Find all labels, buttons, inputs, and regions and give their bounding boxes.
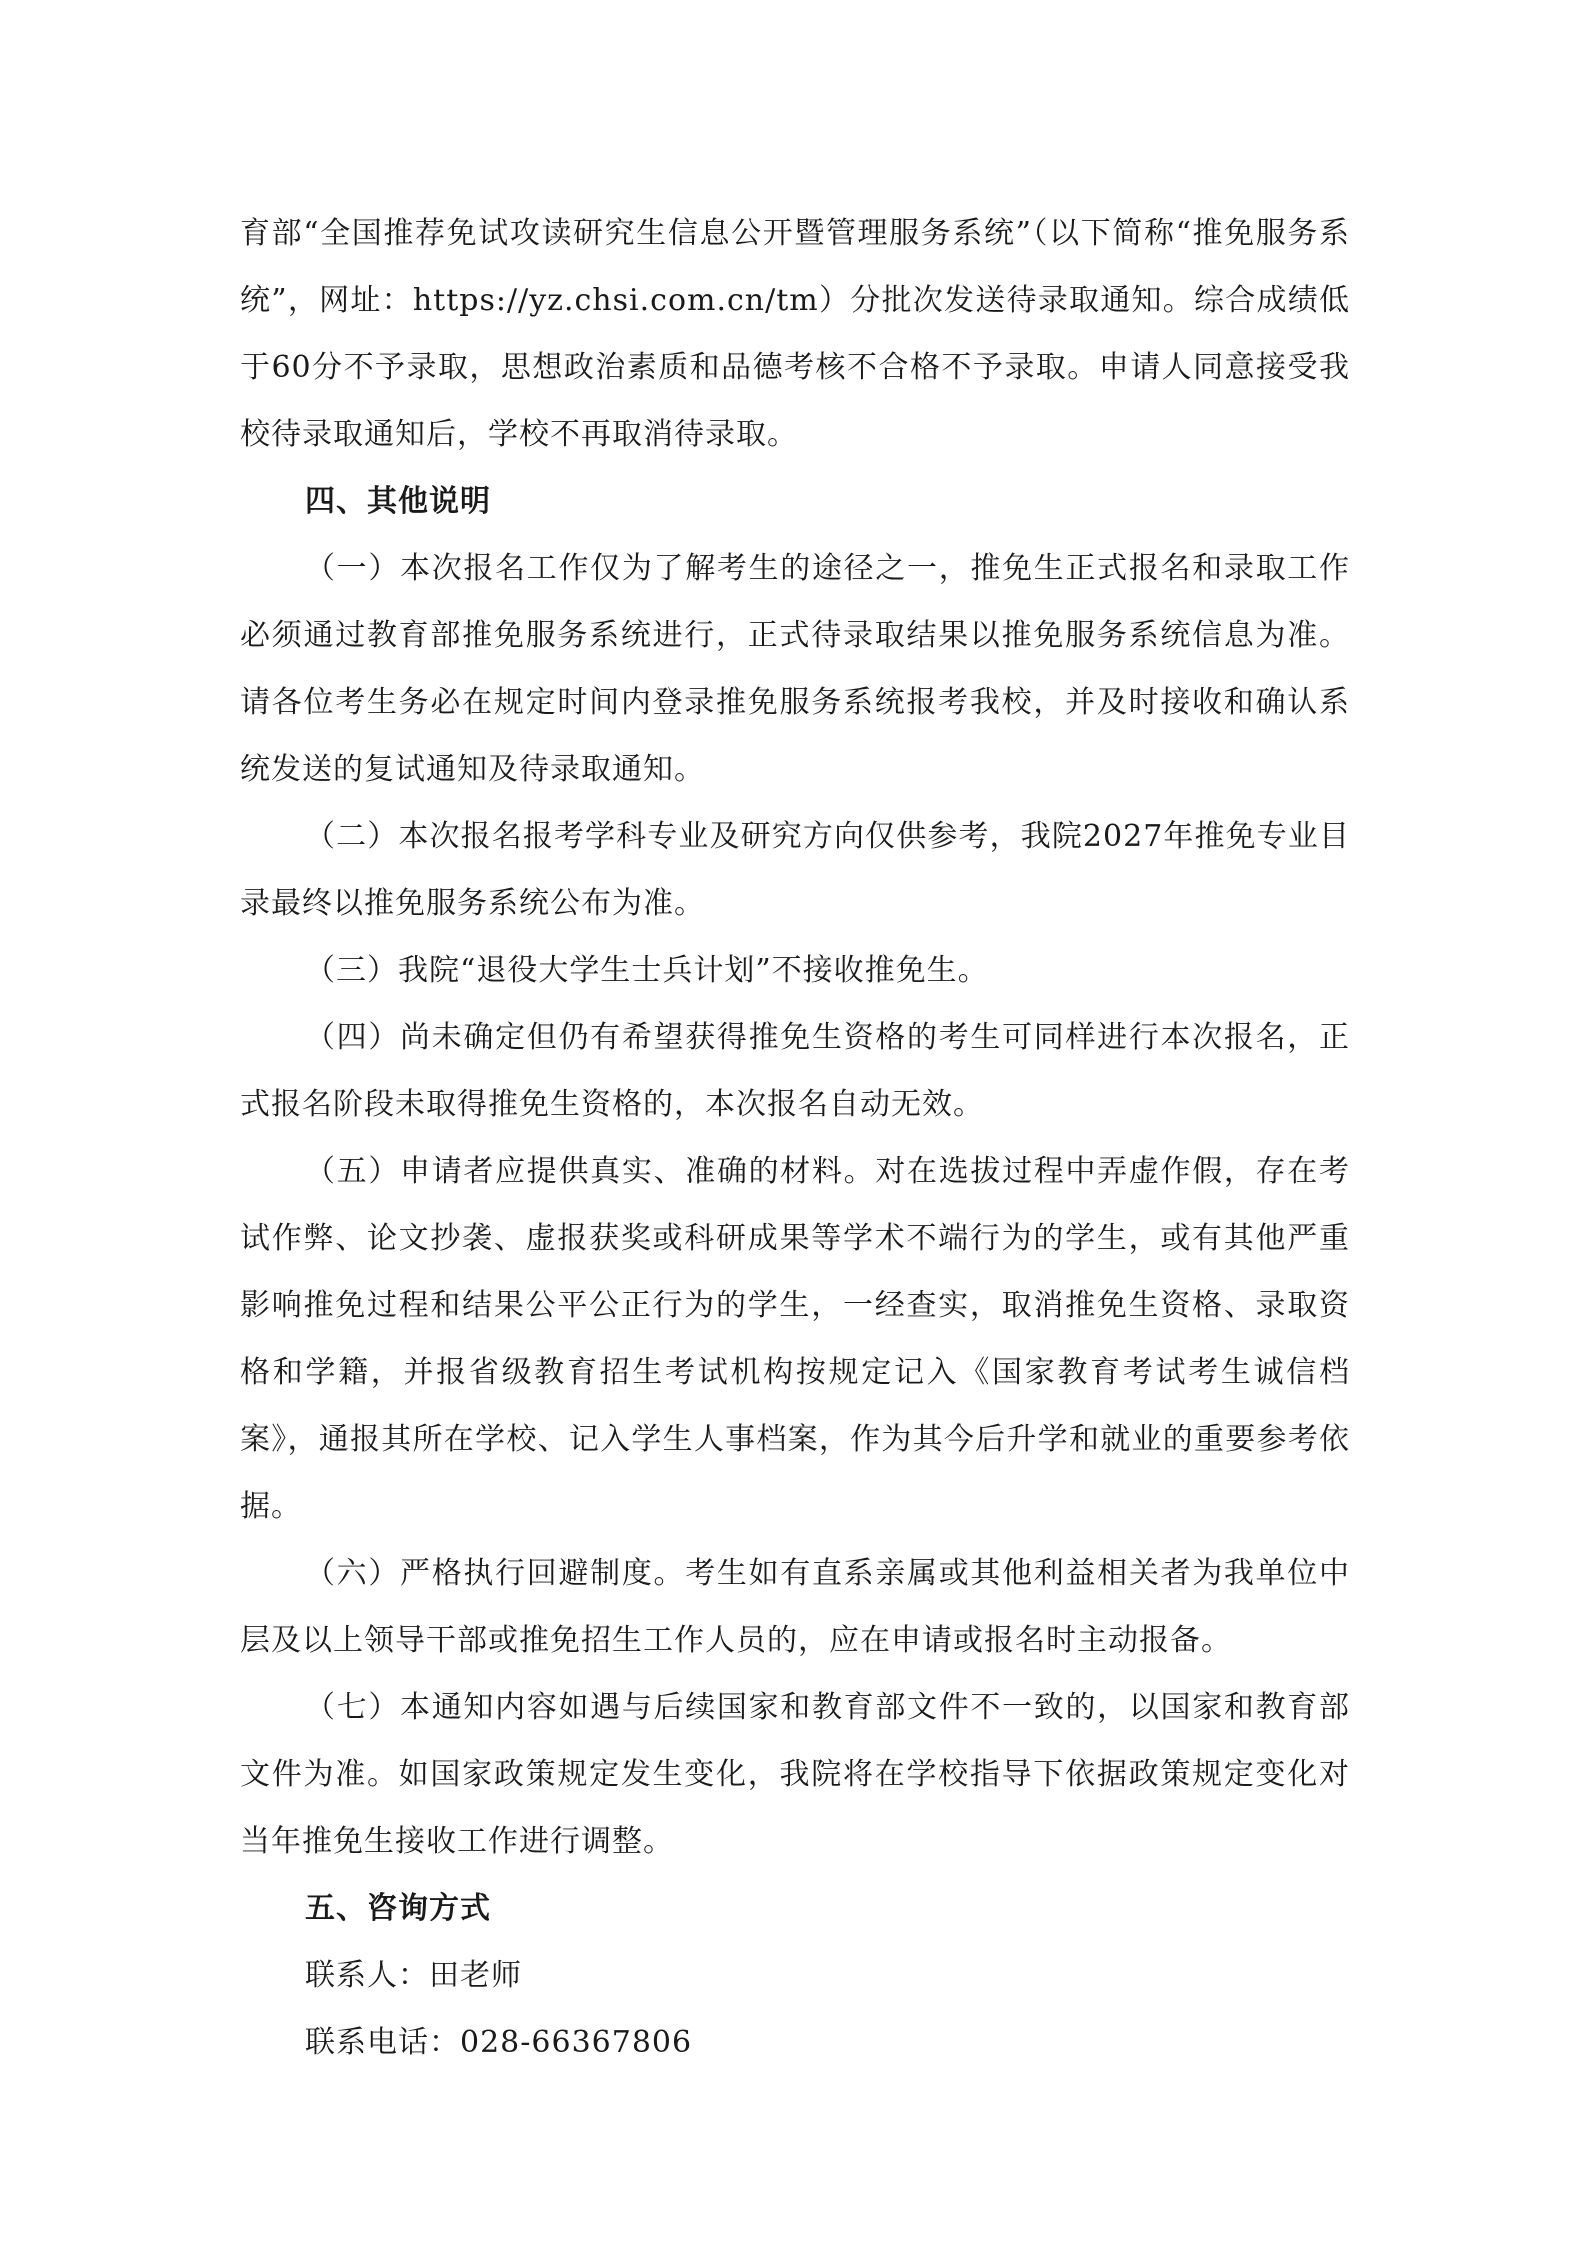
document-page — [240, 200, 1350, 2076]
section-heading-other-notes: 四、其他说明 — [305, 484, 491, 519]
note-item-5: （五）申请者应提供真实、准确的材料。对在选拔过程中弄虚作假，存在考试作弊、论文抄袭、虚报获奖或科研成果等学术不端行为的学生，或有其他严重影响推免过程和结果公平公正行为的学生，一经查实，取消推免生资格、录取资格和学籍，并报省级教育招生考试机构按规定记入《国家教育考试考生诚信档案》，通报其所在学校、记入学生人事档案，作为其今后升学和就业的重要参考依据。 — [240, 1154, 1350, 1524]
note-item-2: （二）本次报名报考学科专业及研究方向仅供参考，我院2027年推免专业目录最终以推免服务系统公布为准。 — [240, 819, 1350, 921]
note-item-4: （四）尚未确定但仍有希望获得推免生资格的考生可同样进行本次报名，正式报名阶段未取得推免生资格的，本次报名自动无效。 — [240, 1020, 1350, 1122]
note-item-7: （七）本通知内容如遇与后续国家和教育部文件不一致的，以国家和教育部文件为准。如国家政策规定发生变化，我院将在学校指导下依据政策规定变化对当年推免生接收工作进行调整。 — [240, 1690, 1350, 1859]
contact-phone: 联系电话：028-66367806 — [305, 2025, 693, 2060]
note-item-1: （一）本次报名工作仅为了解考生的途径之一，推免生正式报名和录取工作必须通过教育部推免服务系统进行，正式待录取结果以推免服务系统信息为准。请各位考生务必在规定时间内登录推免服务系统报考我校，并及时接收和确认系统发送的复试通知及待录取通知。 — [240, 551, 1350, 787]
note-item-3: （三）我院“退役大学生士兵计划”不接收推免生。 — [305, 953, 989, 988]
contact-person: 联系人：田老师 — [305, 1958, 522, 1993]
continuation-paragraph: 育部“全国推荐免试攻读研究生信息公开暨管理服务系统”（以下简称“推免服务系统”，网址：https://yz.chsi.com.cn/tm）分批次发送待录取通知。综合成绩低于60分不予录取，思想政治素质和品德考核不合格不予录取。申请人同意接受我校待录取通知后，学校不再取消待录取。 — [240, 216, 1350, 452]
section-heading-contact: 五、咨询方式 — [305, 1891, 491, 1926]
note-item-6: （六）严格执行回避制度。考生如有直系亲属或其他利益相关者为我单位中层及以上领导干部或推免招生工作人员的，应在申请或报名时主动报备。 — [240, 1556, 1350, 1658]
